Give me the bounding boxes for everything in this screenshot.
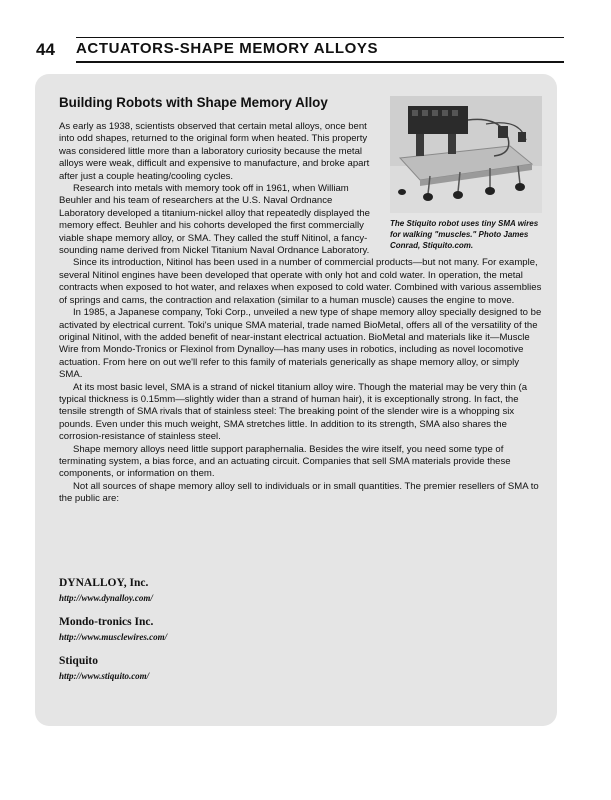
running-head: ACTUATORS-SHAPE MEMORY ALLOYS bbox=[76, 40, 379, 57]
sidebar-body bbox=[59, 121, 543, 506]
reseller-name: Stiquito bbox=[59, 655, 98, 667]
reseller-url: http://www.dynalloy.com/ bbox=[59, 593, 153, 603]
header-rule-bottom bbox=[76, 61, 564, 63]
page-header bbox=[36, 36, 564, 64]
paragraph: In 1985, a Japanese company, Toki Corp., unveiled a new type of shape memory alloy specially designed to be activated by electrical current. Toki's unique SMA material, trade named BioMetal, offers all of the versatility of the original Nitinol, with the added benefit of near-instant electrical actuation. BioMetal and materials like it—Muscle Wire from Mondo-Tronics or Flexinol from Dynalloy—has many uses in robotics, including as novel locomotive actuation. From here on out we'll refer to this family of materials generically as shape memory alloy, or simply SMA. bbox=[59, 307, 542, 381]
paragraph: Research into metals with memory took off in 1961, when William Beuhler and his team of researchers at the U.S. Naval Ordnance Laboratory developed a titanium-nickel alloy that repeatedly displayed the memory effect. Beuhler and his cohorts developed the first commercially viable shape memory alloy, or SMA. They called the stuff Nitinol, a fancy-sounding name derived from Nickel Titanium Naval Ordnance Laboratory. bbox=[59, 183, 370, 257]
sidebar-box bbox=[35, 74, 557, 726]
reseller-name: DYNALLOY, Inc. bbox=[59, 577, 149, 589]
photo-caption: The Stiquito robot uses tiny SMA wires for walking "muscles." Photo James Conrad, Stiquito.com. bbox=[390, 219, 539, 250]
reseller-url: http://www.stiquito.com/ bbox=[59, 671, 150, 681]
sidebar-title: Building Robots with Shape Memory Alloy bbox=[59, 95, 328, 110]
page-number: 44 bbox=[36, 40, 55, 59]
reseller-list bbox=[59, 577, 539, 694]
list-item bbox=[59, 655, 539, 694]
reseller-url: http://www.musclewires.com/ bbox=[59, 632, 168, 642]
list-item bbox=[59, 616, 539, 655]
paragraph: Since its introduction, Nitinol has been used in a number of commercial products—but not many. For example, several Nitinol engines have been developed that operate with only hot and cold water. In operation, the metal contracts when exposed to hot water, and relaxes when exposed to cold water. Combined with various assemblies of springs and cams, the contraction and relaxation (similar to a human muscle) causes the engine to move. bbox=[59, 257, 542, 306]
paragraph: As early as 1938, scientists observed that certain metal alloys, once bent into odd shapes, returned to the original form when heated. This property was considered little more than a laboratory curiosity because the metal alloys were weak, difficult and expensive to manufacture, and broke apart after just a couple heating/cooling cycles. bbox=[59, 121, 370, 182]
paragraph: Not all sources of shape memory alloy sell to individuals or in small quantities. The premier resellers of SMA to the public are: bbox=[59, 480, 539, 505]
header-rule-top bbox=[76, 37, 564, 38]
paragraph: Shape memory alloys need little support paraphernalia. Besides the wire itself, you need some type of terminating system, a bias force, and an actuating circuit. Companies that sell SMA materials provide these components, or information on them. bbox=[59, 443, 511, 480]
list-item bbox=[59, 577, 539, 616]
reseller-name: Mondo-tronics Inc. bbox=[59, 616, 154, 628]
paragraph: At its most basic level, SMA is a strand of nickel titanium alloy wire. Though the material may be very thin (a typical thickness is 0.15mm—slightly wider than a strand of human hair), it is exceptionally strong. In fact, the tensile strength of SMA rivals that of stainless steel: The breaking point of the slender wire is a whopping six pounds. Even under this much weight, SMA stretches little. In addition to its strength, SMA also shares the corrosion-resistance of stainless steel. bbox=[59, 381, 528, 443]
